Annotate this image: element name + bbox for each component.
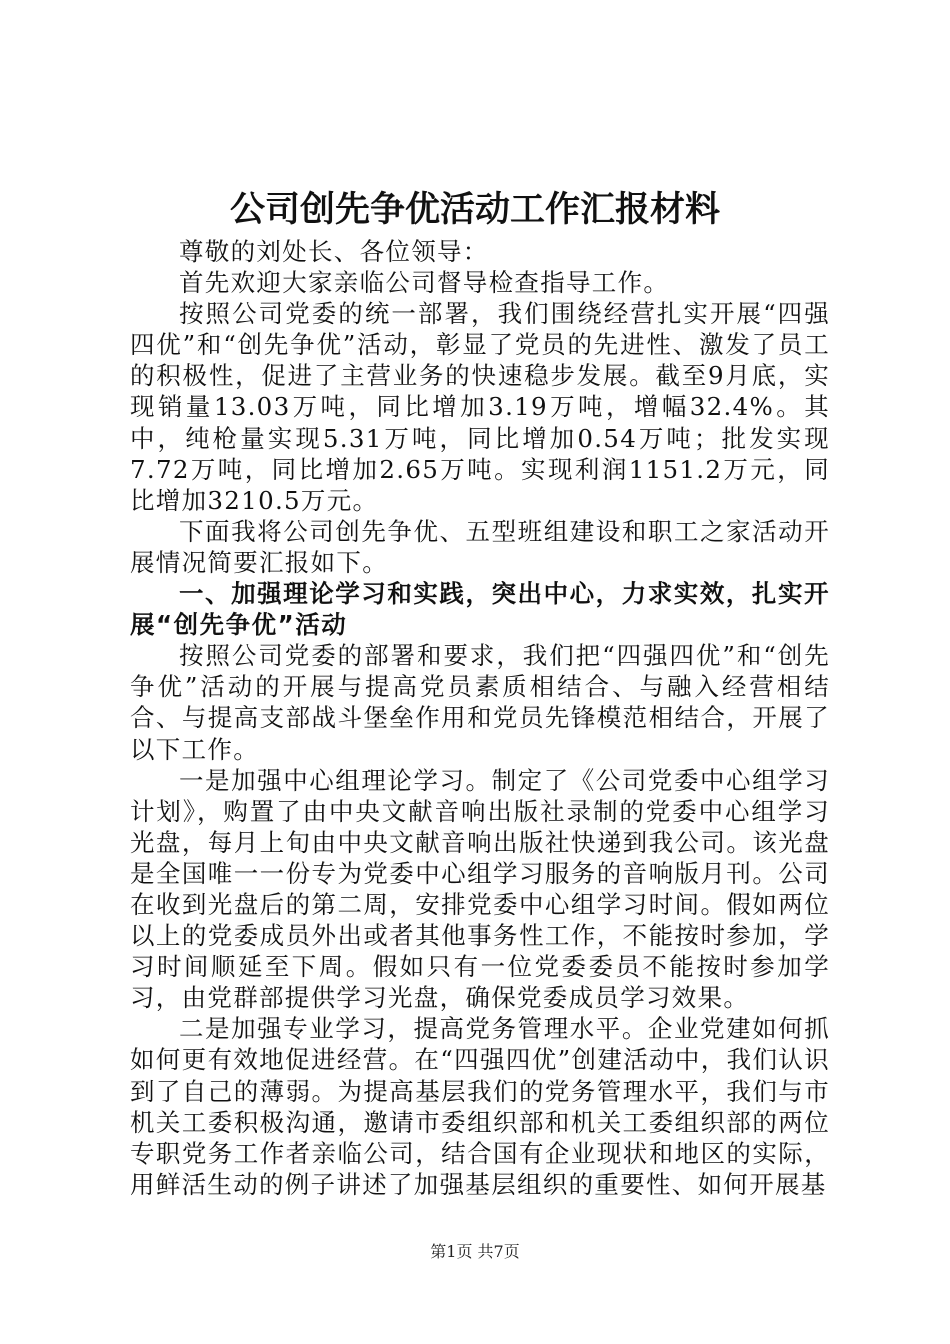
paragraph-welcome: 首先欢迎大家亲临公司督导检查指导工作。 [179, 268, 670, 298]
salutation: 尊敬的刘处长、各位领导： [179, 237, 489, 266]
paragraph-item-2: 二是加强专业学习，提高党务管理水平。企业党建如何抓如何更有效地促进经营。在“四强四优”创建活动中，我们认识到了自己的薄弱。为提高基层我们的党务管理水平，我们与市机关工委积极沟通，邀请市委组织部和机关工委组织部的两位专职党务工作者亲临公司，结合国有企业现状和地区的实际，用鲜活生动的例子讲述了加强基层组织的重要性、如何开展基 [130, 1014, 830, 1199]
document-body [130, 236, 830, 1200]
page-footer: 第1页 共7页 [430, 1242, 520, 1261]
paragraph-section-1: 按照公司党委的部署和要求，我们把“四强四优”和“创先争优”活动的开展与提高党员素质相结合、与融入经营相结合、与提高支部战斗堡垒作用和党员先锋模范相结合，开展了以下工作。 [130, 641, 830, 764]
document-title: 公司创先争优活动工作汇报材料 [229, 190, 720, 230]
paragraph-overview: 按照公司党委的统一部署，我们围绕经营扎实开展“四强四优”和“创先争优”活动，彰显了党员的先进性、激发了员工的积极性，促进了主营业务的快速稳步发展。截至9月底，实现销量13.03万吨，同比增加3.19万吨，增幅32.4%。其中，纯枪量实现5.31万吨，同比增加0.54万吨；批发实现7.72万吨，同比增加2.65万吨。实现利润1151.2万元，同比增加3210.5万元。 [130, 299, 830, 515]
section-heading-1: 一、加强理论学习和实践，突出中心，力求实效，扎实开展“创先争优”活动 [130, 579, 830, 640]
paragraph-intro: 下面我将公司创先争优、五型班组建设和职工之家活动开展情况简要汇报如下。 [130, 516, 830, 577]
paragraph-item-1: 一是加强中心组理论学习。制定了《公司党委中心组学习计划》，购置了由中央文献音响出版社录制的党委中心组学习光盘，每月上旬由中央文献音响出版社快递到我公司。该光盘是全国唯一一份专为党委中心组学习服务的音响版月刊。公司在收到光盘后的第二周，安排党委中心组学习时间。假如两位以上的党委成员外出或者其他事务性工作，不能按时参加，学习时间顺延至下周。假如只有一位党委委员不能按时参加学习，由党群部提供学习光盘，确保党委成员学习效果。 [130, 765, 830, 1013]
